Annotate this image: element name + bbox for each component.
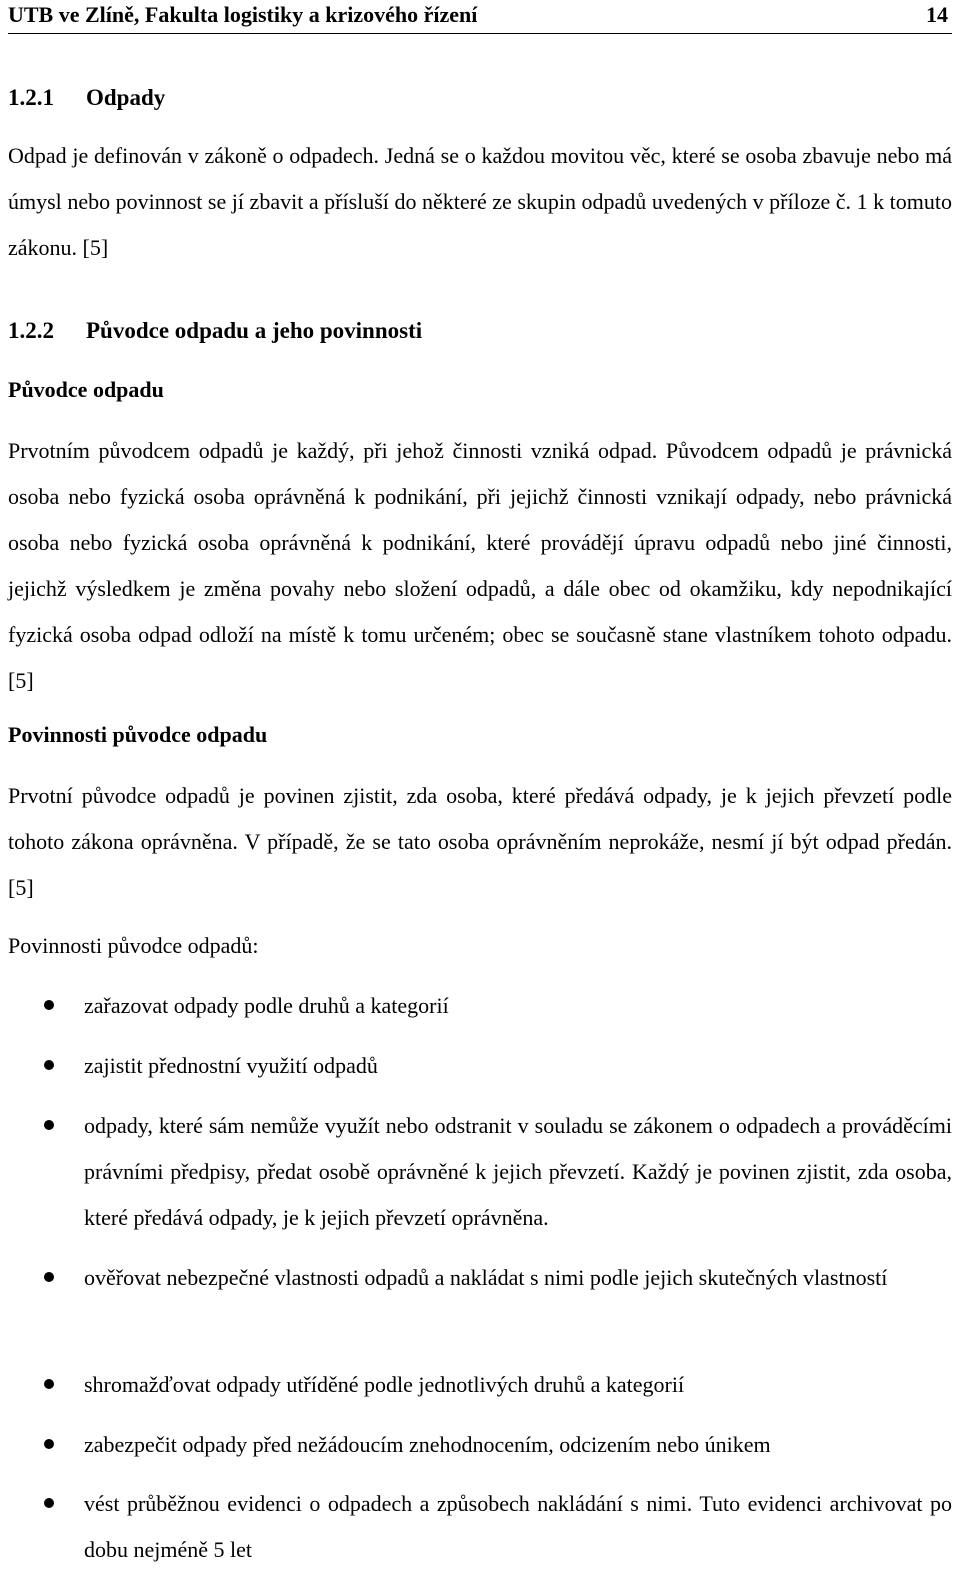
list-item [8,1103,952,1241]
list-item [8,1422,952,1468]
list-item [8,1362,952,1408]
list-item-text: shromažďovat odpady utříděné podle jednotlivých druhů a kategorií [84,1372,685,1397]
header-title: UTB ve Zlíně, Fakulta logistiky a krizového řízení [8,2,478,27]
section-heading-1-2-2 [8,318,422,344]
list-item [8,1481,952,1573]
bullet-icon [44,1439,54,1449]
document-page [8,0,952,1562]
bullet-icon [44,1379,54,1389]
list-item-text: odpady, které sám nemůže využít nebo odstranit v souladu se zákonem o odpadech a prováděcími právními předpisy, předat osobě oprávněné k jejich převzetí. Každý je povinen zjistit, zda osoba, které předává odpady, je k jejich převzetí oprávněna. [84,1113,952,1230]
paragraph-odpad-definition: Odpad je definován v zákoně o odpadech. Jedná se o každou movitou věc, které se osoba zbavuje nebo má úmysl nebo povinnost se jí zbavit a přísluší do některé ze skupin odpadů uvedených v příloze č. 1 k tomuto zákonu. [5] [8,143,952,260]
section-heading-1-2-1 [8,85,165,111]
list-item-text: zabezpečit odpady před nežádoucím znehodnocením, odcizením nebo únikem [84,1432,771,1457]
list-item-text: ověřovat nebezpečné vlastnosti odpadů a nakládat s nimi podle jejich skutečných vlastností [84,1265,888,1290]
paragraph-povinnosti-puvodce: Prvotní původce odpadů je povinen zjistit, zda osoba, které předává odpady, je k jejich převzetí podle tohoto zákona oprávněna. V případě, že se tato osoba oprávněním neprokáže, nesmí jí být odpad předán. [5] [8,783,952,900]
list-item-text: zařazovat odpady podle druhů a kategorií [84,993,449,1018]
paragraph-puvodce-odpadu: Prvotním původcem odpadů je každý, při jehož činnosti vzniká odpad. Původcem odpadů je právnická osoba nebo fyzická osoba oprávněná k podnikání, při jejichž činnosti vznikají odpady, nebo právnická osoba nebo fyzická osoba oprávněná k podnikání, které provádějí úpravu odpadů nebo jiné činnosti, jejichž výsledkem je změna povahy nebo složení odpadů, a dále obec od okamžiku, kdy nepodnikající fyzická osoba odpad odloží na místě k tomu určeném; obec se současně stane vlastníkem tohoto odpadu. [5] [8,438,952,693]
list-item [8,1255,952,1301]
list-item-text: vést průběžnou evidenci o odpadech a způsobech nakládání s nimi. Tuto evidenci archivovat po dobu nejméně 5 let [84,1491,952,1562]
section-number: 1.2.1 [8,85,54,110]
subheading-puvodce-odpadu: Původce odpadu [8,377,164,402]
section-number: 1.2.2 [8,318,54,343]
bullet-icon [44,1120,54,1130]
page-number: 14 [926,2,948,27]
list-item [8,983,952,1029]
list-intro: Povinnosti původce odpadů: [8,933,259,958]
bullet-icon [44,1060,54,1070]
list-item-text: zajistit přednostní využití odpadů [84,1053,378,1078]
bullet-icon [44,1272,54,1282]
bullet-icon [44,1000,54,1010]
running-header [8,0,952,34]
section-title: Odpady [86,85,166,110]
list-item [8,1043,952,1089]
bullet-icon [44,1498,54,1508]
section-title: Původce odpadu a jeho povinnosti [86,318,423,343]
subheading-povinnosti-puvodce: Povinnosti původce odpadu [8,722,268,747]
